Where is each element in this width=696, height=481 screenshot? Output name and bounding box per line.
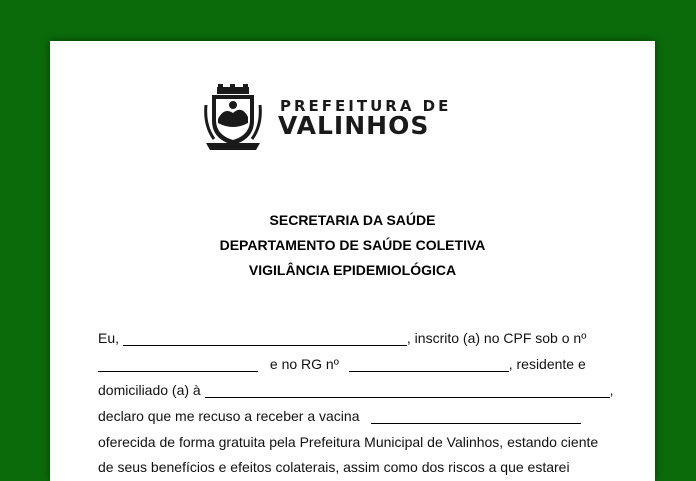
rg-blank-field[interactable] bbox=[349, 357, 509, 372]
paragraph-line-4 bbox=[98, 408, 615, 424]
text-residente: , residente e bbox=[508, 356, 586, 372]
heading-vigilancia: VIGILÂNCIA EPIDEMIOLÓGICA bbox=[248, 262, 457, 278]
paragraph-line-3 bbox=[98, 382, 615, 398]
municipality-name: VALINHOS bbox=[278, 111, 430, 140]
municipality-title-top: PREFEITURA DE bbox=[280, 97, 452, 115]
text-eu: Eu, bbox=[98, 330, 120, 346]
text-comma: , bbox=[609, 382, 614, 398]
vaccine-blank-field[interactable] bbox=[371, 409, 581, 424]
paragraph-line-2 bbox=[98, 356, 615, 372]
heading-secretaria: SECRETARIA DA SAÚDE bbox=[269, 212, 436, 228]
name-blank-field[interactable] bbox=[123, 331, 407, 346]
document-page bbox=[50, 41, 655, 481]
cpf-blank-field[interactable] bbox=[98, 357, 258, 372]
paragraph-line-6: de seus benefícios e efeitos colaterais, assim como dos riscos a que estarei bbox=[98, 459, 570, 475]
text-cpf: , inscrito (a) no CPF sob o nº bbox=[406, 330, 587, 346]
text-declaro: declaro que me recuso a receber a vacina bbox=[98, 408, 360, 424]
paragraph-line-1 bbox=[98, 330, 615, 346]
text-rg: e no RG nº bbox=[269, 356, 339, 372]
address-blank-field[interactable] bbox=[205, 383, 610, 398]
paragraph-line-5: oferecida de forma gratuita pela Prefeitura Municipal de Valinhos, estando ciente bbox=[98, 434, 599, 450]
heading-departamento: DEPARTAMENTO DE SAÚDE COLETIVA bbox=[219, 237, 486, 253]
text-domiciliado: domiciliado (a) à bbox=[98, 382, 201, 398]
